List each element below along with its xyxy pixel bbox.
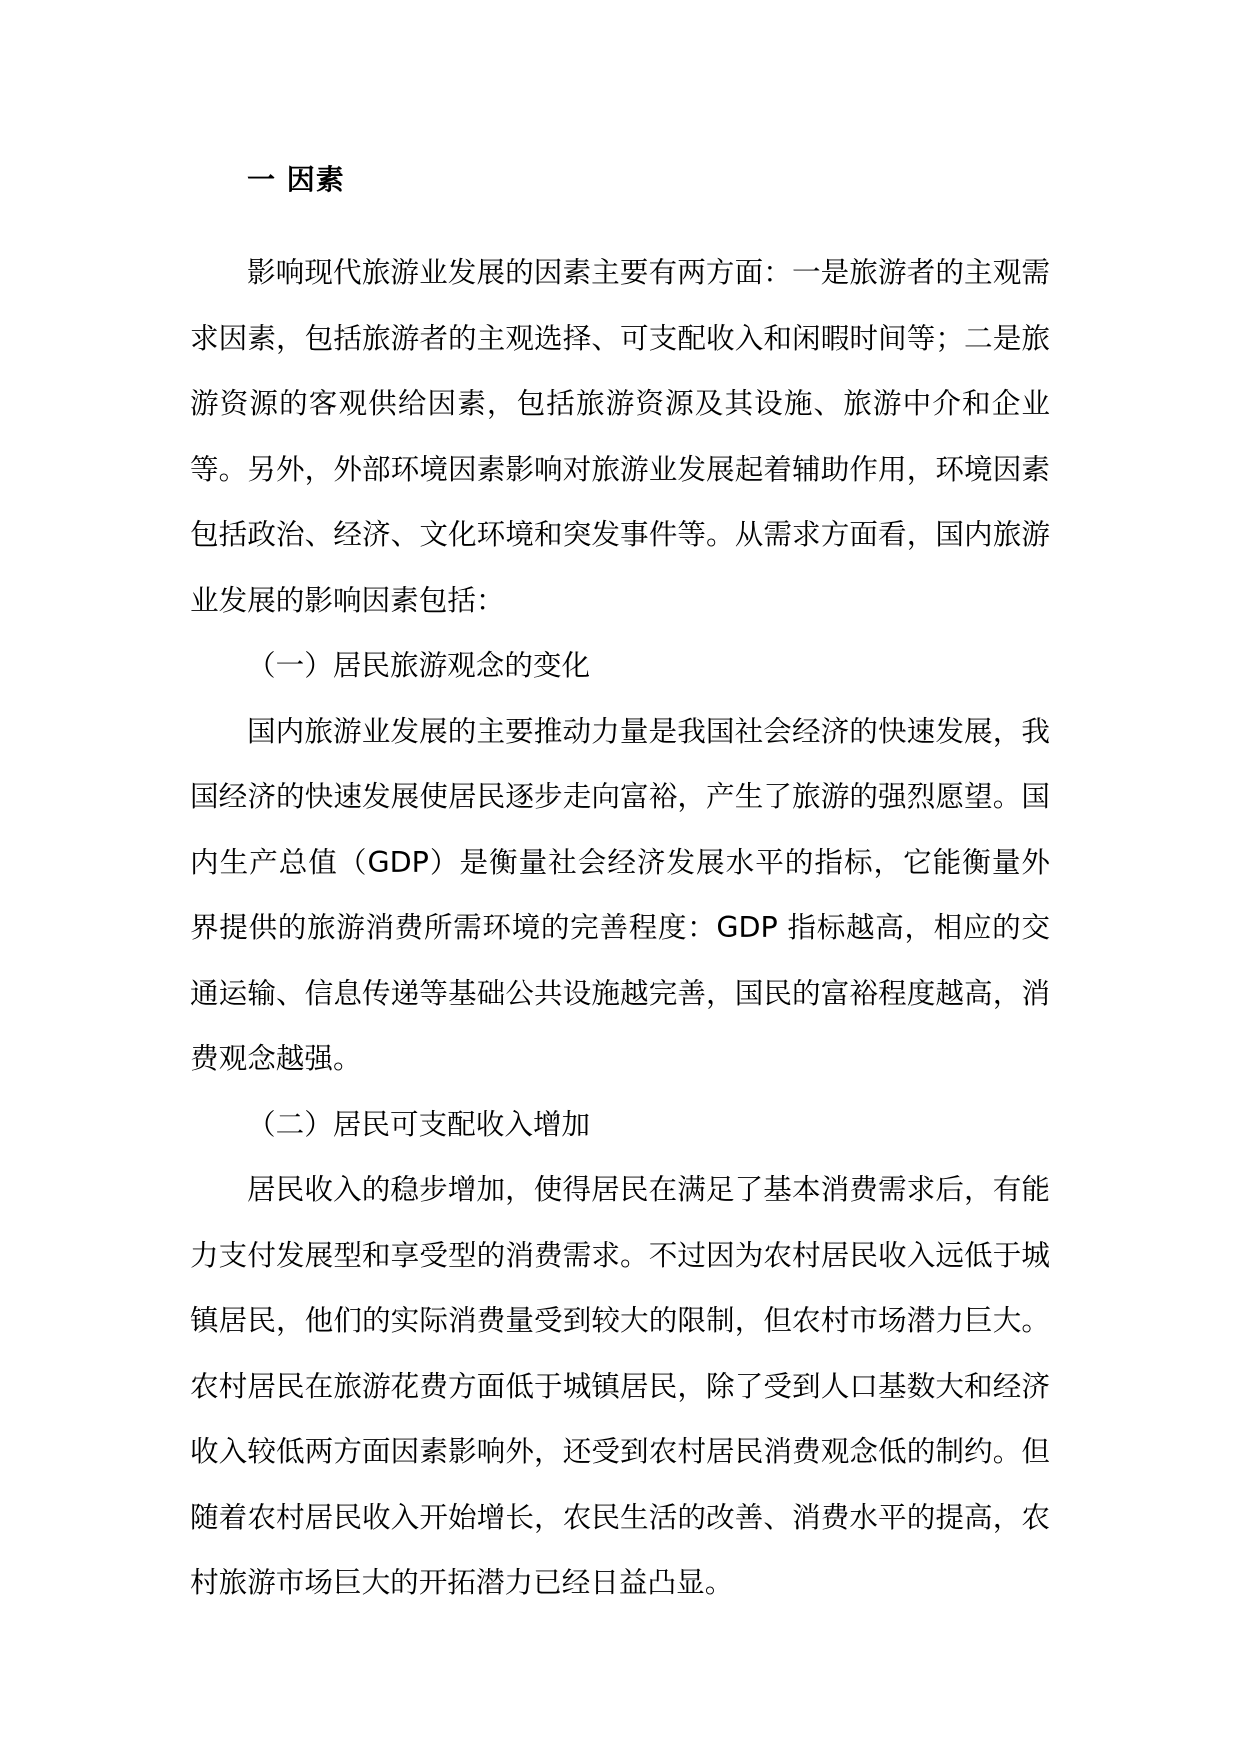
subsection-title-1: （一）居民旅游观念的变化 — [247, 648, 591, 682]
subsection-paragraph-1: 国内旅游业发展的主要推动力量是我国社会经济的快速发展，我国经济的快速发展使居民逐步走向富裕，产生了旅游的强烈愿望。国内生产总值（GDP）是衡量社会经济发展水平的指标，它能衡量外界提供的旅游消费所需环境的完善程度：GDP 指标越高，相应的交通运输、信息传递等基础公共设施越完善，国民的富裕程度越高，消费观念越强。 — [190, 713, 1050, 1075]
subsection-paragraph-2: 居民收入的稳步增加，使得居民在满足了基本消费需求后，有能力支付发展型和享受型的消费需求。不过因为农村居民收入远低于城镇居民，他们的实际消费量受到较大的限制，但农村市场潜力巨大。农村居民在旅游花费方面低于城镇居民，除了受到人口基数大和经济收入较低两方面因素影响外，还受到农村居民消费观念低的制约。但随着农村居民收入开始增长，农民生活的改善、消费水平的提高，农村旅游市场巨大的开拓潜力已经日益凸显。 — [190, 1172, 1050, 1599]
intro-paragraph: 影响现代旅游业发展的因素主要有两方面：一是旅游者的主观需求因素，包括旅游者的主观选择、可支配收入和闲暇时间等；二是旅游资源的客观供给因素，包括旅游资源及其设施、旅游中介和企业等。另外，外部环境因素影响对旅游业发展起着辅助作用，环境因素包括政治、经济、文化环境和突发事件等。从需求方面看，国内旅游业发展的影响因素包括： — [190, 255, 1050, 617]
subsection-title-2: （二）居民可支配收入增加 — [247, 1106, 591, 1141]
document-body — [190, 150, 1050, 1616]
section-heading: 一 因素 — [247, 163, 345, 196]
